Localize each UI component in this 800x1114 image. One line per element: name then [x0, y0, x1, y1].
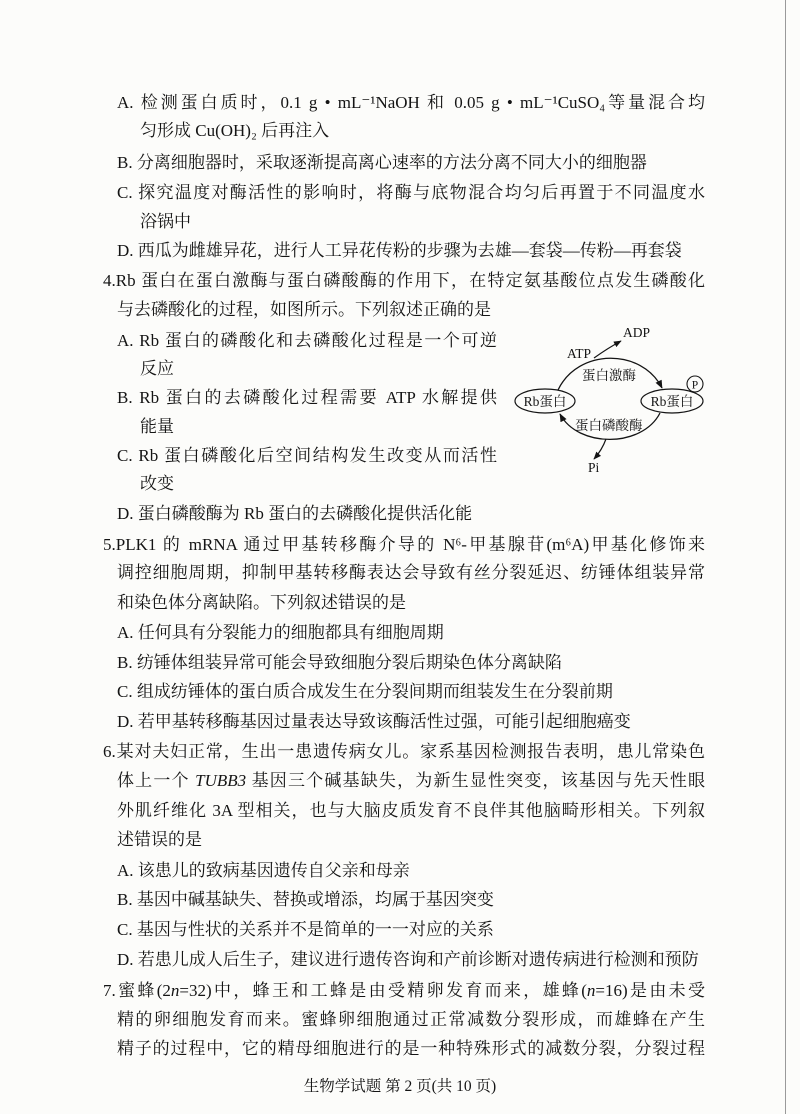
rb-protein-right-label: Rb蛋白 [650, 394, 694, 409]
q7-line1-n1: n [170, 981, 180, 1000]
q4-stem-line2: 与去磷酸化的过程，如图所示。下列叙述正确的是 [117, 300, 491, 319]
q7-stem-line3: 精子的过程中，它的精母细胞进行的是一种特殊形式的减数分裂，分裂过程 [117, 1039, 705, 1058]
q3-option-c-line2: 浴锅中 [140, 212, 191, 231]
q6-option-a: A. 该患儿的致病基因遗传自父亲和母亲 [117, 861, 410, 880]
gene-name-tubb3: TUBB3 [195, 771, 247, 790]
kinase-label: 蛋白激酶 [582, 368, 636, 383]
adp-label: ADP [623, 325, 651, 340]
scan-edge-line [785, 0, 786, 1114]
rb-protein-left-label: Rb蛋白 [523, 394, 567, 409]
q4-option-c-line2: 改变 [140, 474, 174, 493]
q6-stem-line1: 6.某对夫妇正常，生出一患遗传病女儿。家系基因检测报告表明，患儿常染色 [103, 742, 705, 761]
q4-stem-line1: 4.Rb 蛋白在蛋白激酶与蛋白磷酸酶的作用下，在特定氨基酸位点发生磷酸化 [103, 271, 705, 290]
q6-option-b: B. 基因中碱基缺失、替换或增添，均属于基因突变 [117, 890, 494, 909]
q3-option-a-line1: A. 检测蛋白质时，0.1 g • mL⁻¹NaOH 和 0.05 g • mL⁻¹CuSO₄等量混合均 [117, 93, 705, 112]
q4-option-b-line2: 能量 [140, 417, 174, 436]
q6-stem-line2-part3: 基因三个碱基缺失，为新生显性突变，该基因与先天性眼 [246, 771, 705, 790]
q7-stem-line1 [103, 980, 705, 1002]
q6-option-d: D. 若患儿成人后生子，建议进行遗传咨询和产前诊断对遗传病进行检测和预防 [117, 950, 699, 969]
q4-option-a-line1: A. Rb 蛋白的磷酸化和去磷酸化过程是一个可逆 [117, 331, 497, 350]
q5-option-b: B. 纺锤体组装异常可能会导致细胞分裂后期染色体分离缺陷 [117, 653, 562, 672]
phosphatase-label: 蛋白磷酸酶 [575, 418, 643, 433]
q6-stem-line2 [117, 770, 705, 792]
q3-option-b: B. 分离细胞器时，采取逐渐提高离心速率的方法分离不同大小的细胞器 [117, 153, 647, 172]
q4-option-d: D. 蛋白磷酸酶为 Rb 蛋白的去磷酸化提供活化能 [117, 504, 473, 523]
q5-option-d: D. 若甲基转移酶基因过量表达导致该酶活性过强，可能引起细胞癌变 [117, 712, 631, 731]
pi-release-arrow [594, 439, 606, 459]
q7-stem-line2: 精的卵细胞发育而来。蜜蜂卵细胞通过正常减数分裂形成，而雄蜂在产生 [117, 1010, 705, 1029]
q5-option-a: A. 任何具有分裂能力的细胞都具有细胞周期 [117, 623, 444, 642]
q4-option-c-line1: C. Rb 蛋白磷酸化后空间结构发生改变从而活性 [117, 446, 497, 465]
q7-line1-part1: 7.蜜蜂(2 [103, 981, 171, 1000]
atp-to-adp-arrow [594, 341, 621, 358]
q6-stem-line4: 述错误的是 [117, 830, 202, 849]
q3-option-c-line1: C. 探究温度对酶活性的影响时，将酶与底物混合均匀后再置于不同温度水 [117, 183, 705, 202]
q4-option-b-line1: B. Rb 蛋白的去磷酸化过程需要 ATP 水解提供 [117, 388, 497, 407]
q5-stem-line2: 调控细胞周期，抑制甲基转移酶表达会导致有丝分裂延迟、纺锤体组装异常 [117, 563, 705, 582]
q5-option-c: C. 组成纺锤体的蛋白质合成发生在分裂间期而组装发生在分裂前期 [117, 682, 613, 701]
atp-label: ATP [567, 346, 592, 361]
q6-option-c: C. 基因与性状的关系并不是简单的一一对应的关系 [117, 920, 494, 939]
q6-stem-line2-part1: 体上一个 [117, 771, 196, 790]
q7-line1-part5: =16)是由未受 [595, 981, 705, 1000]
q7-line1-n2: n [586, 981, 596, 1000]
pi-label: Pi [588, 460, 600, 475]
q5-stem-line3: 和染色体分离缺陷。下列叙述错误的是 [117, 593, 406, 612]
q5-stem-line1: 5.PLK1 的 mRNA 通过甲基转移酶介导的 N⁶-甲基腺苷(m⁶A)甲基化修饰来 [103, 535, 705, 554]
q6-stem-line3: 外肌纤维化 3A 型相关，也与大脑皮质发育不良伴其他脑畸形相关。下列叙 [117, 801, 705, 820]
rb-phosphorylation-diagram [510, 318, 710, 478]
q4-option-a-line2: 反应 [140, 359, 174, 378]
q3-option-d: D. 西瓜为雌雄异花，进行人工异花传粉的步骤为去雄—套袋—传粉—再套袋 [117, 241, 682, 260]
phosphate-label: P [691, 379, 699, 392]
q3-option-a-line2: 匀形成 Cu(OH)₂ 后再注入 [140, 121, 330, 140]
page-footer: 生物学试题 第 2 页(共 10 页) [303, 1078, 497, 1095]
q7-line1-part3: =32)中，蜂王和工蜂是由受精卵发育而来，雄蜂( [179, 981, 587, 1000]
